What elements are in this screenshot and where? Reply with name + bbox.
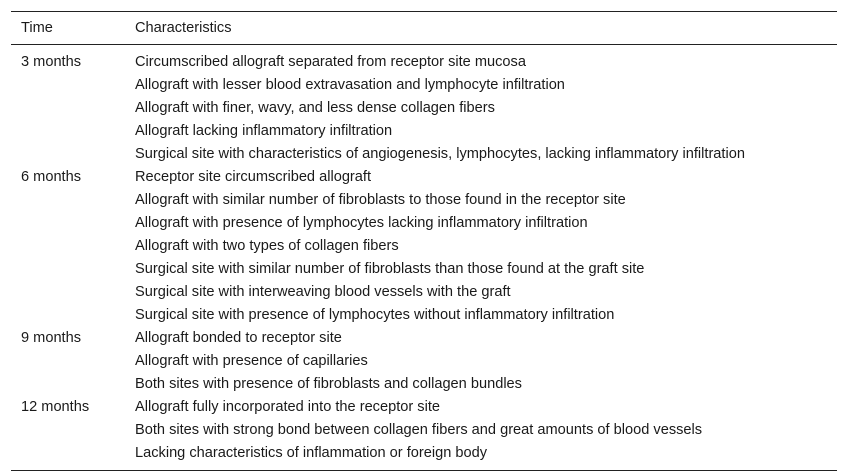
time-cell <box>11 211 125 234</box>
table-row <box>11 211 837 234</box>
characteristic-cell: Allograft with presence of lymphocytes lacking inflammatory infiltration <box>135 214 588 231</box>
table-row <box>11 257 837 280</box>
characteristic-cell: Allograft with presence of capillaries <box>135 352 368 369</box>
characteristic-cell: Circumscribed allograft separated from receptor site mucosa <box>135 53 526 70</box>
time-cell <box>11 234 125 257</box>
characteristic-cell: Surgical site with similar number of fibroblasts than those found at the graft site <box>135 260 645 277</box>
table-row <box>11 372 837 395</box>
characteristic-cell: Allograft lacking inflammatory infiltration <box>135 122 393 139</box>
time-cell <box>11 280 125 303</box>
table-row <box>11 441 837 471</box>
characteristic-cell: Both sites with strong bond between collagen fibers and great amounts of blood vessels <box>135 421 703 438</box>
data-table-container <box>11 11 837 471</box>
time-cell: 12 months <box>21 398 90 415</box>
time-cell <box>11 119 125 142</box>
time-cell <box>11 303 125 326</box>
table-row <box>11 349 837 372</box>
time-cell: 6 months <box>21 168 82 185</box>
table-body <box>11 45 837 471</box>
characteristics-table <box>11 11 837 471</box>
table-row <box>11 188 837 211</box>
time-cell <box>11 96 125 119</box>
characteristic-cell: Surgical site with characteristics of angiogenesis, lymphocytes, lacking inflammatory infiltration <box>135 145 745 162</box>
time-cell: 3 months <box>21 53 82 70</box>
column-header-time: Time <box>21 20 53 36</box>
table-row <box>11 45 837 74</box>
table-row <box>11 119 837 142</box>
characteristic-cell: Both sites with presence of fibroblasts and collagen bundles <box>135 375 522 392</box>
characteristic-cell: Surgical site with presence of lymphocytes without inflammatory infiltration <box>135 306 615 323</box>
table-row <box>11 418 837 441</box>
time-cell: 9 months <box>21 329 82 346</box>
time-cell <box>11 418 125 441</box>
table-row <box>11 395 837 418</box>
time-cell <box>11 142 125 165</box>
time-cell <box>11 372 125 395</box>
time-cell <box>11 257 125 280</box>
characteristic-cell: Lacking characteristics of inflammation or foreign body <box>135 444 488 461</box>
characteristic-cell: Allograft bonded to receptor site <box>135 329 342 346</box>
table-row <box>11 280 837 303</box>
table-row <box>11 165 837 188</box>
time-cell <box>11 349 125 372</box>
characteristic-cell: Allograft with two types of collagen fibers <box>135 237 399 254</box>
table-row <box>11 96 837 119</box>
header-row <box>11 12 837 45</box>
characteristic-cell: Surgical site with interweaving blood vessels with the graft <box>135 283 511 300</box>
table-row <box>11 142 837 165</box>
table-row <box>11 234 837 257</box>
column-header-characteristics: Characteristics <box>135 20 232 36</box>
time-cell <box>11 188 125 211</box>
characteristic-cell: Allograft with finer, wavy, and less dense collagen fibers <box>135 99 495 116</box>
characteristic-cell: Receptor site circumscribed allograft <box>135 168 372 185</box>
table-row <box>11 303 837 326</box>
characteristic-cell: Allograft with similar number of fibroblasts to those found in the receptor site <box>135 191 626 208</box>
characteristic-cell: Allograft with lesser blood extravasation and lymphocyte infiltration <box>135 76 565 93</box>
time-cell <box>11 441 125 471</box>
time-cell <box>11 73 125 96</box>
table-row <box>11 73 837 96</box>
table-header <box>11 12 837 45</box>
characteristic-cell: Allograft fully incorporated into the receptor site <box>135 398 441 415</box>
table-row <box>11 326 837 349</box>
